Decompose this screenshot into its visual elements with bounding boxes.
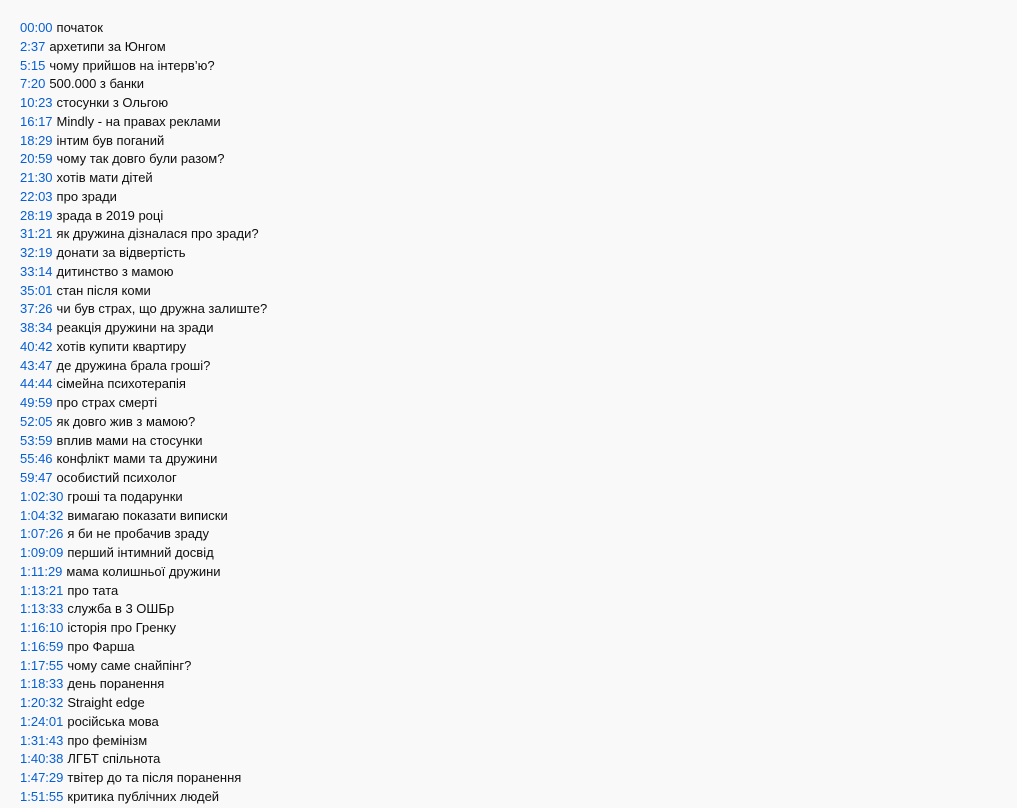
chapter-title: Mindly - на правах реклами — [56, 113, 221, 129]
chapter-row — [20, 375, 267, 394]
chapter-timestamp-link[interactable]: 1:16:59 — [20, 638, 64, 654]
chapter-title: де дружина брала гроші? — [56, 357, 211, 373]
chapter-timestamp-link[interactable]: 1:51:55 — [20, 788, 64, 804]
chapter-row — [20, 394, 267, 413]
chapter-row — [20, 507, 267, 526]
chapter-title: реакція дружини на зради — [56, 320, 214, 335]
chapter-timestamp-link[interactable]: 20:59 — [20, 151, 53, 167]
chapter-row — [20, 188, 267, 207]
chapter-title: гроші та подарунки — [67, 488, 183, 504]
chapter-timestamp-link[interactable]: 1:13:33 — [20, 601, 64, 617]
chapter-row — [20, 75, 267, 94]
chapter-timestamp-link[interactable]: 1:18:33 — [20, 676, 64, 692]
chapter-row — [20, 282, 267, 301]
chapter-row — [20, 207, 267, 226]
chapter-title: критика публічних людей — [67, 788, 220, 804]
chapter-row — [20, 769, 267, 788]
chapter-title: як довго жив з мамою? — [56, 413, 196, 429]
chapter-timestamp-link[interactable]: 7:20 — [20, 76, 46, 92]
chapter-row — [20, 469, 267, 488]
chapter-row — [20, 713, 267, 732]
chapter-timestamp-link[interactable]: 1:47:29 — [20, 770, 64, 785]
chapter-timestamp-link[interactable]: 1:04:32 — [20, 507, 64, 523]
chapter-timestamp-link[interactable]: 1:13:21 — [20, 582, 64, 598]
chapter-timestamp-link[interactable]: 44:44 — [20, 376, 53, 392]
chapter-row — [20, 57, 267, 76]
chapter-title: донати за відвертість — [56, 245, 186, 260]
chapter-title: стосунки з Ольгою — [56, 95, 169, 110]
chapter-timestamp-link[interactable]: 1:16:10 — [20, 620, 64, 635]
chapter-title: про фемінізм — [67, 732, 148, 748]
chapter-timestamp-link[interactable]: 1:24:01 — [20, 713, 64, 729]
chapter-title: вплив мами на стосунки — [56, 432, 203, 448]
chapter-row — [20, 675, 267, 694]
chapter-timestamp-link[interactable]: 1:11:29 — [20, 563, 63, 579]
chapter-row — [20, 544, 267, 563]
chapter-row — [20, 319, 267, 338]
chapter-title: вимагаю показати виписки — [67, 507, 228, 523]
chapter-timestamp-link[interactable]: 33:14 — [20, 263, 53, 279]
chapter-timestamp-link[interactable]: 5:15 — [20, 57, 46, 73]
chapter-timestamp-link[interactable]: 1:31:43 — [20, 732, 64, 748]
chapter-title: як дружина дізналася про зради? — [56, 226, 259, 242]
chapter-title: зрада в 2019 році — [56, 207, 164, 223]
chapter-timestamp-link[interactable]: 32:19 — [20, 245, 53, 260]
chapter-timestamp-link[interactable]: 18:29 — [20, 132, 53, 148]
chapter-timestamp-link[interactable]: 10:23 — [20, 95, 53, 110]
chapter-title: історія про Гренку — [67, 620, 176, 635]
chapter-title: ЛГБТ спільнота — [67, 751, 161, 767]
chapter-timestamp-link[interactable]: 2:37 — [20, 38, 46, 54]
chapter-row — [20, 19, 267, 38]
chapter-title: стан після коми — [56, 282, 151, 298]
chapter-row — [20, 300, 267, 319]
chapter-timestamp-link[interactable]: 35:01 — [20, 282, 53, 298]
chapter-timestamp-link[interactable]: 31:21 — [20, 226, 53, 242]
chapter-list — [20, 19, 267, 807]
chapter-row — [20, 582, 267, 601]
chapter-row — [20, 619, 267, 638]
chapter-title: архетипи за Юнгом — [49, 38, 166, 54]
chapter-row — [20, 432, 267, 451]
chapter-title: чому прийшов на інтерв’ю? — [49, 57, 215, 73]
chapter-timestamp-link[interactable]: 1:20:32 — [20, 695, 64, 710]
chapter-row — [20, 488, 267, 507]
chapter-row — [20, 263, 267, 282]
chapter-title: перший інтимний досвід — [67, 545, 214, 560]
chapter-row — [20, 694, 267, 713]
chapter-timestamp-link[interactable]: 37:26 — [20, 301, 53, 317]
chapter-title: конфлікт мами та дружини — [56, 451, 218, 467]
chapter-timestamp-link[interactable]: 16:17 — [20, 113, 53, 129]
chapter-title: 500.000 з банки — [49, 76, 144, 92]
chapter-timestamp-link[interactable]: 00:00 — [20, 20, 53, 35]
chapter-timestamp-link[interactable]: 38:34 — [20, 320, 53, 335]
chapter-timestamp-link[interactable]: 59:47 — [20, 470, 53, 485]
chapter-title: про Фарша — [67, 638, 135, 654]
chapter-timestamp-link[interactable]: 55:46 — [20, 451, 53, 467]
chapter-title: служба в 3 ОШБр — [67, 601, 175, 617]
chapter-title: дитинство з мамою — [56, 263, 174, 279]
chapter-row — [20, 600, 267, 619]
chapter-row — [20, 450, 267, 469]
chapter-row — [20, 563, 267, 582]
chapter-row — [20, 132, 267, 151]
chapter-title: чи був страх, що дружна залиште? — [56, 301, 268, 317]
chapter-row — [20, 638, 267, 657]
chapter-timestamp-link[interactable]: 21:30 — [20, 170, 53, 185]
chapter-title: про тата — [67, 582, 119, 598]
chapter-title: інтим був поганий — [56, 132, 165, 148]
chapter-timestamp-link[interactable]: 1:09:09 — [20, 545, 64, 560]
chapter-timestamp-link[interactable]: 53:59 — [20, 432, 53, 448]
chapter-timestamp-link[interactable]: 40:42 — [20, 338, 53, 354]
chapter-title: Straight edge — [67, 695, 145, 710]
chapter-row — [20, 788, 267, 807]
chapter-title: початок — [56, 20, 103, 35]
chapter-row — [20, 225, 267, 244]
chapter-timestamp-link[interactable]: 1:02:30 — [20, 488, 64, 504]
chapter-row — [20, 150, 267, 169]
chapter-timestamp-link[interactable]: 1:17:55 — [20, 657, 64, 673]
chapter-title: сімейна психотерапія — [56, 376, 186, 392]
chapter-title: особистий психолог — [56, 470, 177, 485]
chapter-timestamp-link[interactable]: 49:59 — [20, 395, 53, 410]
chapter-title: день поранення — [67, 676, 165, 692]
chapter-row — [20, 413, 267, 432]
chapter-title: про страх смерті — [56, 395, 158, 410]
chapter-row — [20, 357, 267, 376]
chapter-timestamp-link[interactable]: 52:05 — [20, 413, 53, 429]
chapter-row — [20, 94, 267, 113]
chapter-timestamp-link[interactable]: 22:03 — [20, 188, 53, 204]
chapter-row — [20, 38, 267, 57]
chapter-row — [20, 244, 267, 263]
chapter-timestamp-link[interactable]: 1:40:38 — [20, 751, 64, 767]
chapter-row — [20, 169, 267, 188]
chapter-title: хотів мати дітей — [56, 170, 153, 185]
chapter-row — [20, 338, 267, 357]
chapter-title: російська мова — [67, 713, 159, 729]
chapter-title: мама колишньої дружини — [66, 563, 221, 579]
chapter-row — [20, 750, 267, 769]
chapter-title: про зради — [56, 188, 117, 204]
chapter-timestamp-link[interactable]: 28:19 — [20, 207, 53, 223]
chapter-title: чому так довго були разом? — [56, 151, 225, 167]
chapter-title: я би не пробачив зраду — [67, 526, 210, 542]
chapter-row — [20, 732, 267, 751]
chapter-row — [20, 113, 267, 132]
chapter-row — [20, 525, 267, 544]
chapter-row — [20, 657, 267, 676]
chapter-timestamp-link[interactable]: 43:47 — [20, 357, 53, 373]
chapter-title: твітер до та після поранення — [67, 770, 242, 785]
chapter-title: чому саме снайпінг? — [67, 657, 192, 673]
chapter-title: хотів купити квартиру — [56, 338, 187, 354]
chapter-timestamp-link[interactable]: 1:07:26 — [20, 526, 64, 542]
